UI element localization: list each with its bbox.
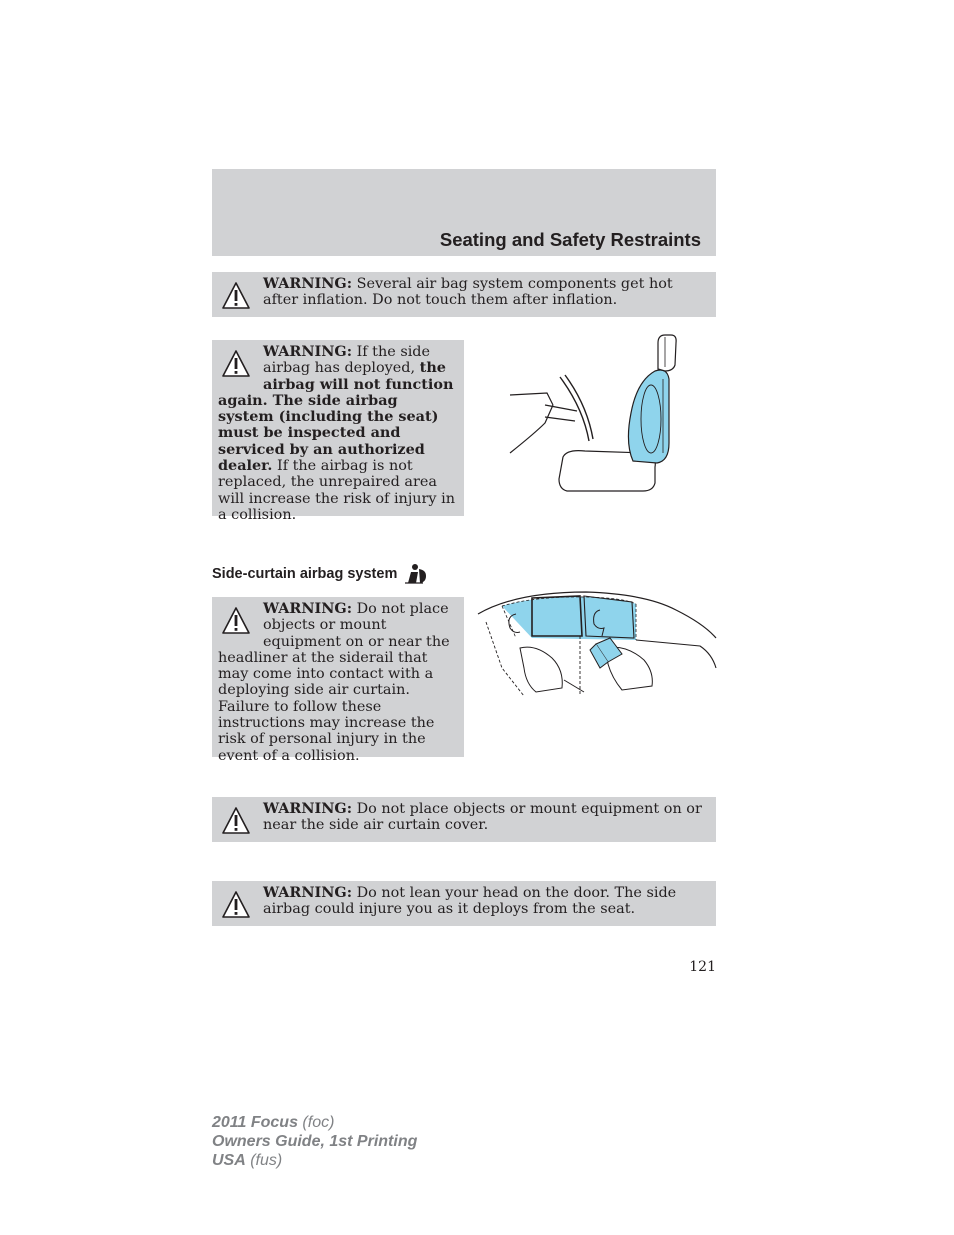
footer-market-code: (fus) [245,1152,283,1169]
page-number: 121 [689,959,716,975]
footer-line-guide [212,1132,417,1151]
warning-text: Do not lean your head on the door. The side airbag could injure you as it deploys from the seat. [263,885,677,918]
seat-airbag-illustration [505,333,685,495]
footer-line-model [212,1113,417,1132]
section-heading [212,563,429,585]
footer-model-code: (foc) [297,1114,335,1131]
warning-headliner-objects [212,597,464,764]
warning-label: WARNING: [263,600,353,617]
warning-bold-text: the airbag will not function again. The side airbag system (including the seat) must be inspected and serviced by an authorized dealer. [218,359,454,475]
footer-line-market [212,1151,417,1170]
warning-hot-components [212,272,716,317]
warning-label: WARNING: [263,884,353,901]
warning-text: If the side airbag has deployed, [263,344,431,377]
warning-triangle-icon [221,890,251,920]
warning-label: WARNING: [263,275,353,292]
document-footer [212,1113,417,1170]
warning-side-airbag-deployed [212,340,464,523]
page-title: Seating and Safety Restraints [439,229,701,250]
warning-text: Do not place objects or mount equipment on or near the headliner at the siderail that may come into contact with a deploying side air curtain. Failure to follow these instructions may increase the risk of personal injury in the event of a collision. [218,601,450,764]
warning-text: If the airbag is not replaced, the unrepaired area will increase the risk of injury in a collision. [218,458,456,523]
warning-curtain-cover [212,797,716,842]
warning-text: Several air bag system components get hot after inflation. Do not touch them after inflation. [263,276,673,309]
warning-triangle-icon [221,806,251,836]
warning-text: Do not place objects or mount equipment on or near the side air curtain cover. [263,801,702,834]
warning-triangle-icon [221,349,251,379]
warning-lean-head [212,881,716,926]
footer-model: 2011 Focus [212,1114,298,1131]
warning-triangle-icon [221,606,251,636]
side-curtain-illustration [476,588,718,700]
footer-market: USA [212,1152,246,1169]
warning-label: WARNING: [263,343,353,360]
warning-triangle-icon [221,281,251,311]
section-heading-text: Side-curtain airbag system [212,566,398,582]
side-airbag-icon [403,563,429,585]
footer-guide: Owners Guide, 1st Printing [212,1133,418,1150]
section-header-band [212,169,716,256]
warning-label: WARNING: [263,800,353,817]
